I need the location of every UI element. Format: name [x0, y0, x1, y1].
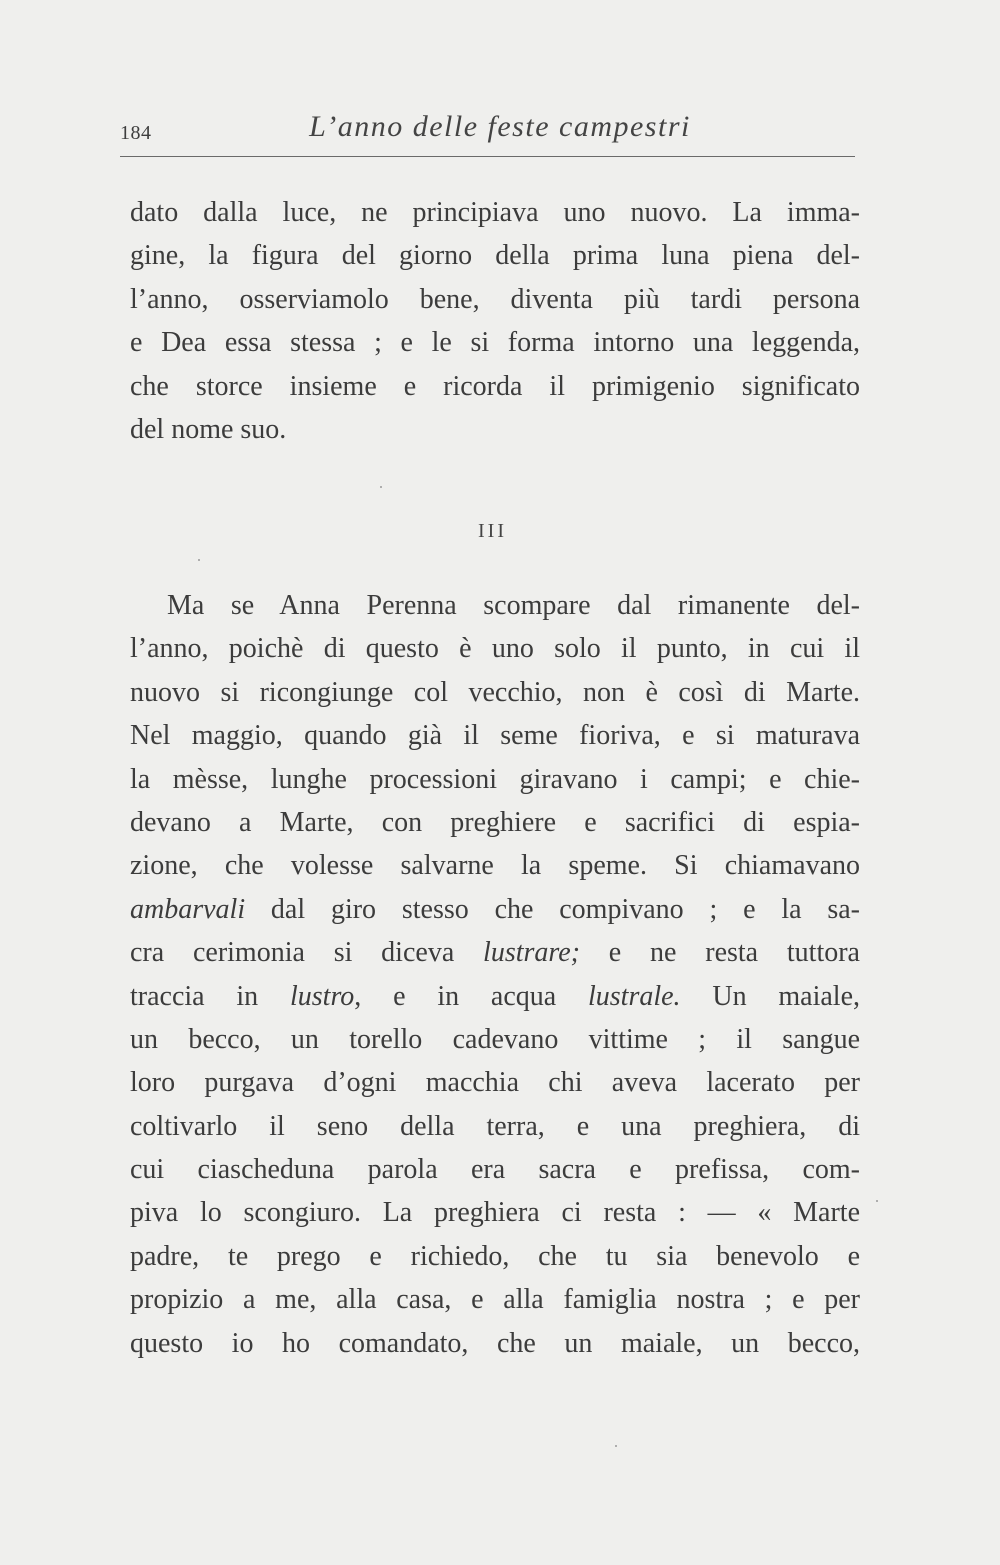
text-line: che storce insieme e ricorda il primigenio significato — [130, 370, 860, 402]
paper-speck — [876, 1200, 878, 1202]
text-line: piva lo scongiuro. La preghiera ci resta : — « Marte — [130, 1197, 860, 1229]
text-line: devano a Marte, con preghiere e sacrifici di espia- — [130, 806, 860, 838]
header-rule — [120, 156, 855, 157]
italic-term: lustro — [289, 980, 355, 1012]
italic-term: ambarvali — [130, 893, 246, 925]
text-line: coltivarlo il seno della terra, e una preghiera, di — [130, 1110, 860, 1142]
text-line: zione, che volesse salvarne la speme. Si chiamavano — [130, 850, 860, 882]
text-line: padre, te prego e richiedo, che tu sia benevolo e — [130, 1240, 860, 1272]
text-span: e ne resta tuttora — [580, 937, 860, 969]
text-line: nuovo si ricongiunge col vecchio, non è così di Marte. — [130, 676, 860, 708]
text-line: la mèsse, lunghe processioni giravano i campi; e chie- — [130, 763, 860, 795]
paper-speck — [380, 486, 382, 488]
text-line: Nel maggio, quando già il seme fioriva, e si maturava — [130, 720, 860, 752]
text-line: del nome suo. — [130, 413, 287, 445]
paper-speck — [615, 1445, 617, 1447]
text-line — [130, 931, 860, 974]
paper-speck — [198, 559, 200, 561]
text-line: cui ciascheduna parola era sacra e prefissa, com- — [130, 1154, 860, 1186]
text-line: Ma se Anna Perenna scompare dal rimanente del- — [167, 590, 860, 621]
text-line: gine, la figura del giorno della prima luna piena del- — [130, 240, 860, 272]
italic-term: lustrare; — [483, 937, 581, 969]
page-number: 184 — [120, 122, 152, 144]
text-line: l’anno, poichè di questo è uno solo il punto, in cui il — [130, 633, 860, 665]
text-line — [130, 888, 860, 931]
text-span: dal giro stesso che compivano ; e la sa- — [245, 893, 860, 925]
running-title: L’anno delle feste campestri — [309, 110, 691, 143]
text-span: cra cerimonia si diceva — [130, 937, 484, 969]
text-span: , e in acqua — [354, 980, 588, 1012]
text-line: loro purgava d’ogni macchia chi aveva lacerato per — [130, 1067, 860, 1099]
paragraph-marte — [130, 584, 860, 1365]
text-line: e Dea essa stessa ; e le si forma intorno una leggenda, — [130, 327, 860, 359]
text-line: propizio a me, alla casa, e alla famiglia nostra ; e per — [130, 1284, 860, 1316]
text-line: l’anno, osserviamolo bene, diventa più tardi persona — [130, 283, 860, 315]
text-line: un becco, un torello cadevano vittime ; il sangue — [130, 1023, 860, 1055]
italic-term: lustrale. — [588, 980, 681, 1012]
text-line: questo io ho comandato, che un maiale, un becco, — [130, 1327, 860, 1359]
text-span: Un maiale, — [680, 980, 861, 1012]
text-span: traccia in — [130, 980, 290, 1012]
section-heading: III — [478, 520, 507, 542]
paragraph-continued — [130, 191, 860, 451]
text-line — [130, 975, 860, 1018]
text-line: dato dalla luce, ne principiava uno nuovo. La imma- — [130, 197, 860, 228]
